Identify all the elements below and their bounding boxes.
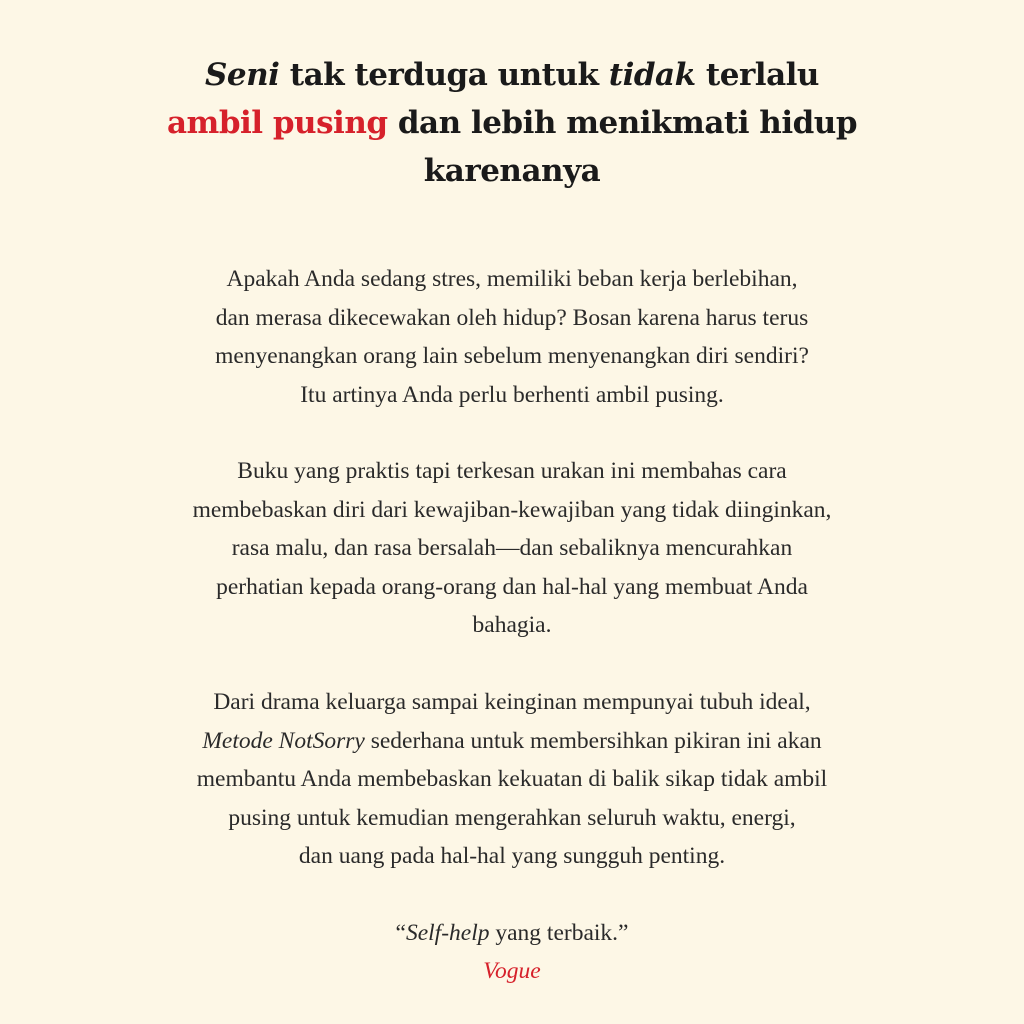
paragraph-3-line: membantu Anda membebaskan kekuatan di balik sikap tidak ambil — [196, 766, 828, 792]
review-quote-italic: Self-help — [405, 920, 490, 946]
headline-line-2: ambil pusing dan lebih menikmati hidup — [166, 105, 858, 141]
paragraph-1-line: dan merasa dikecewakan oleh hidup? Bosan karena harus terus — [215, 304, 809, 331]
paragraph-2-line: membebaskan diri dari kewajiban-kewajiban yang tidak diinginkan, — [192, 496, 832, 523]
review-quote — [0, 914, 1024, 953]
paragraph-3-line: pusing untuk kemudian mengerahkan seluruh waktu, energi, — [228, 804, 796, 831]
paragraph-2-line: perhatian kepada orang-orang dan hal-hal yang membuat Anda — [216, 573, 808, 600]
headline-line-1: Seni tak terduga untuk tidak terlalu — [205, 57, 819, 93]
paragraph-3-line: dan uang pada hal-hal yang sungguh penting. — [298, 843, 726, 869]
paragraph-1-line: Itu artinya Anda perlu berhenti ambil pusing. — [300, 381, 724, 408]
paragraph-2-line: bahagia. — [472, 612, 552, 638]
review-source: Vogue — [483, 958, 541, 984]
headline-line-3: karenanya — [423, 153, 601, 189]
review-quote-line: “Self-help yang terbaik.” — [395, 920, 629, 946]
paragraph-2-line: rasa malu, dan rasa bersalah—dan sebaliknya mencurahkan — [231, 535, 793, 561]
headline-italic-tidak: tidak — [608, 57, 696, 93]
headline — [0, 51, 1024, 195]
headline-italic-seni: Seni — [205, 57, 280, 93]
paragraph-3-line: Metode NotSorry sederhana untuk membersihkan pikiran ini akan — [202, 727, 822, 754]
paragraph-3-line: Dari drama keluarga sampai keinginan mempunyai tubuh ideal, — [213, 689, 811, 715]
paragraph-1-line: menyenangkan orang lain sebelum menyenangkan diri sendiri? — [215, 343, 809, 369]
paragraph-1 — [0, 260, 1024, 414]
paragraph-2 — [0, 452, 1024, 645]
method-name: Metode NotSorry — [202, 727, 365, 754]
paragraph-2-line: Buku yang praktis tapi terkesan urakan ini membahas cara — [237, 458, 787, 484]
paragraph-1-line: Apakah Anda sedang stres, memiliki beban kerja berlebihan, — [226, 266, 798, 292]
headline-accent-phrase: ambil pusing — [166, 105, 388, 141]
paragraph-3 — [0, 683, 1024, 876]
